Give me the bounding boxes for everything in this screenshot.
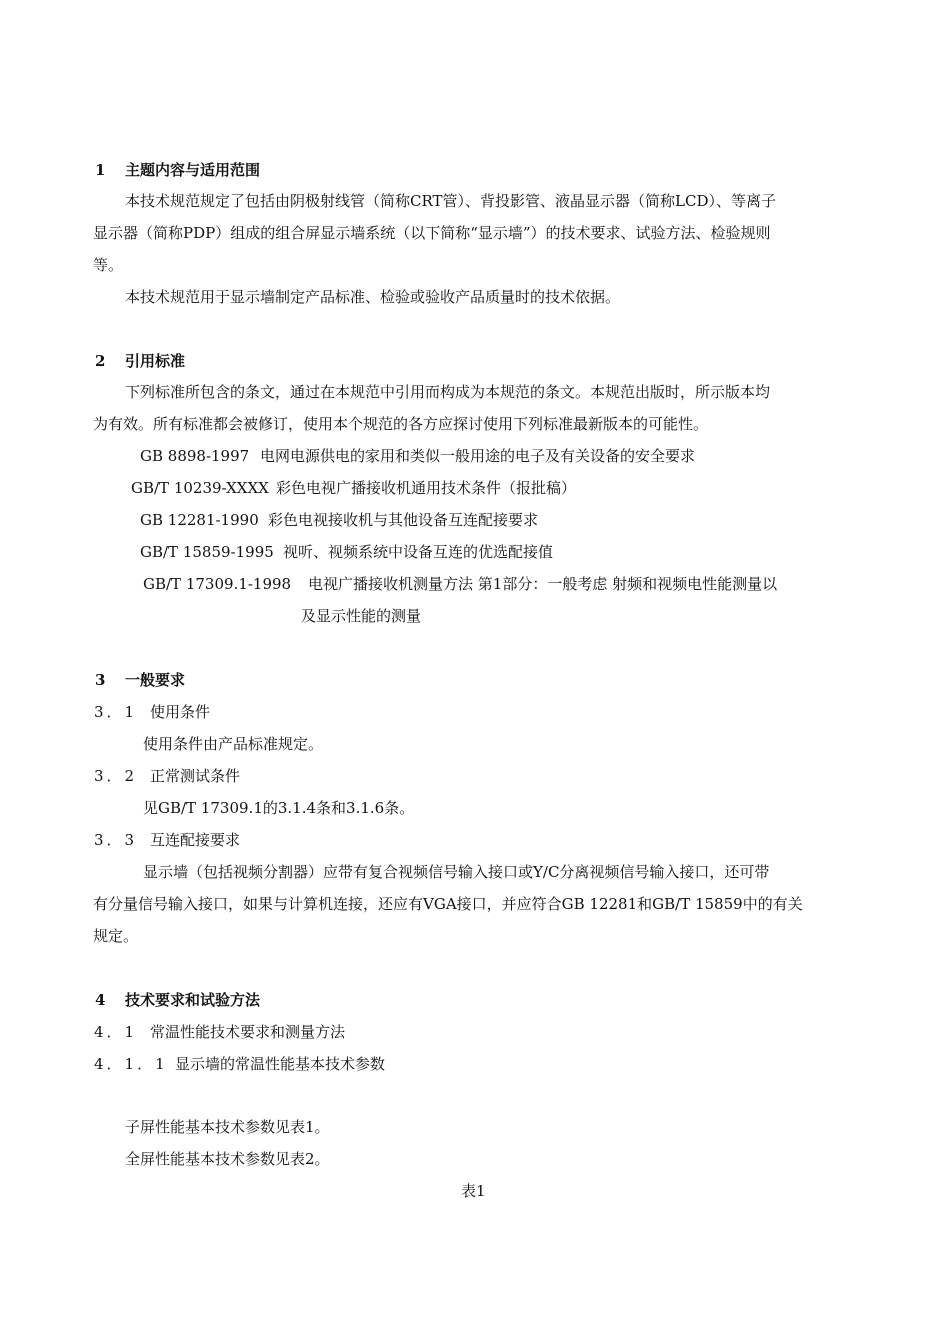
subsection-4-1-1-heading: 显示墙的常温性能基本技术参数 [175, 1055, 386, 1073]
section-1-paragraph-1-line-3: 等。 [93, 256, 124, 274]
section-2-paragraph-line-2: 为有效。所有标准都会被修订，使用本个规范的各方应探讨使用下列标准最新版本的可能性。 [93, 415, 709, 433]
subsection-3-2-number: 3．2 [94, 767, 138, 785]
section-2-paragraph-line-1: 下列标准所包含的条文，通过在本规范中引用而构成为本规范的条文。本规范出版时，所示版本均 [125, 383, 771, 401]
subsection-3-3-number: 3．3 [94, 831, 138, 849]
subsection-3-3-paragraph-line-1: 显示墙（包括视频分割器）应带有复合视频信号输入接口或Y/C分离视频信号输入接口，还可带 [143, 863, 770, 881]
section-1-heading: 主题内容与适用范围 [125, 161, 261, 179]
section-1-paragraph-2: 本技术规范用于显示墙制定产品标准、检验或验收产品质量时的技术依据。 [125, 288, 621, 306]
reference-code: GB 8898-1997 [140, 447, 250, 465]
section-2-heading: 引用标准 [125, 352, 186, 370]
section-1-number: 1 [95, 161, 106, 179]
reference-title: 彩色电视广播接收机通用技术条件（报批稿） [276, 479, 577, 497]
section-4-heading: 技术要求和试验方法 [125, 991, 261, 1009]
reference-title: 电视广播接收机测量方法 第1部分：一般考虑 射频和视频电性能测量以 [308, 575, 778, 593]
paragraph-fullscreen-params: 全屏性能基本技术参数见表2。 [125, 1150, 330, 1168]
subsection-3-1-heading: 使用条件 [150, 703, 211, 721]
subsection-3-3-heading: 互连配接要求 [150, 831, 241, 849]
subsection-3-2-text: 见GB/T 17309.1的3.1.4条和3.1.6条。 [143, 799, 415, 817]
subsection-4-1-heading: 常温性能技术要求和测量方法 [150, 1023, 346, 1041]
section-1-paragraph-1-line-2: 显示器（简称PDP）组成的组合屏显示墙系统（以下简称“显示墙”）的技术要求、试验方法、检验规则 [93, 224, 771, 242]
subsection-3-3-paragraph-line-3: 规定。 [93, 927, 139, 945]
paragraph-subscreen-params: 子屏性能基本技术参数见表1。 [125, 1118, 330, 1136]
subsection-3-2-heading: 正常测试条件 [150, 767, 241, 785]
reference-code: GB/T 15859-1995 [140, 543, 274, 561]
reference-title: 视听、视频系统中设备互连的优选配接值 [283, 543, 554, 561]
subsection-4-1-number: 4．1 [94, 1023, 138, 1041]
section-2-number: 2 [95, 352, 106, 370]
section-4-number: 4 [95, 991, 106, 1009]
subsection-3-3-paragraph-line-2: 有分量信号输入接口，如果与计算机连接，还应有VGA接口，并应符合GB 12281和GB/T 15859中的有关 [93, 895, 803, 913]
subsection-3-1-number: 3．1 [94, 703, 138, 721]
reference-code: GB 12281-1990 [140, 511, 259, 529]
reference-code: GB/T 10239-XXXX [131, 479, 269, 497]
reference-code: GB/T 17309.1-1998 [143, 575, 292, 593]
section-1-paragraph-1-line-1: 本技术规范规定了包括由阴极射线管（简称CRT管）、背投影管、液晶显示器（简称LCD）、等离子 [125, 192, 776, 210]
section-3-number: 3 [95, 671, 106, 689]
reference-title: 电网电源供电的家用和类似一般用途的电子及有关设备的安全要求 [260, 447, 696, 465]
reference-title-continuation: 及显示性能的测量 [301, 607, 422, 625]
subsection-4-1-1-number: 4．1．1 [94, 1055, 168, 1073]
table-caption: 表1 [461, 1182, 486, 1200]
reference-title: 彩色电视接收机与其他设备互连配接要求 [268, 511, 539, 529]
subsection-3-1-text: 使用条件由产品标准规定。 [143, 735, 324, 753]
section-3-heading: 一般要求 [125, 671, 186, 689]
